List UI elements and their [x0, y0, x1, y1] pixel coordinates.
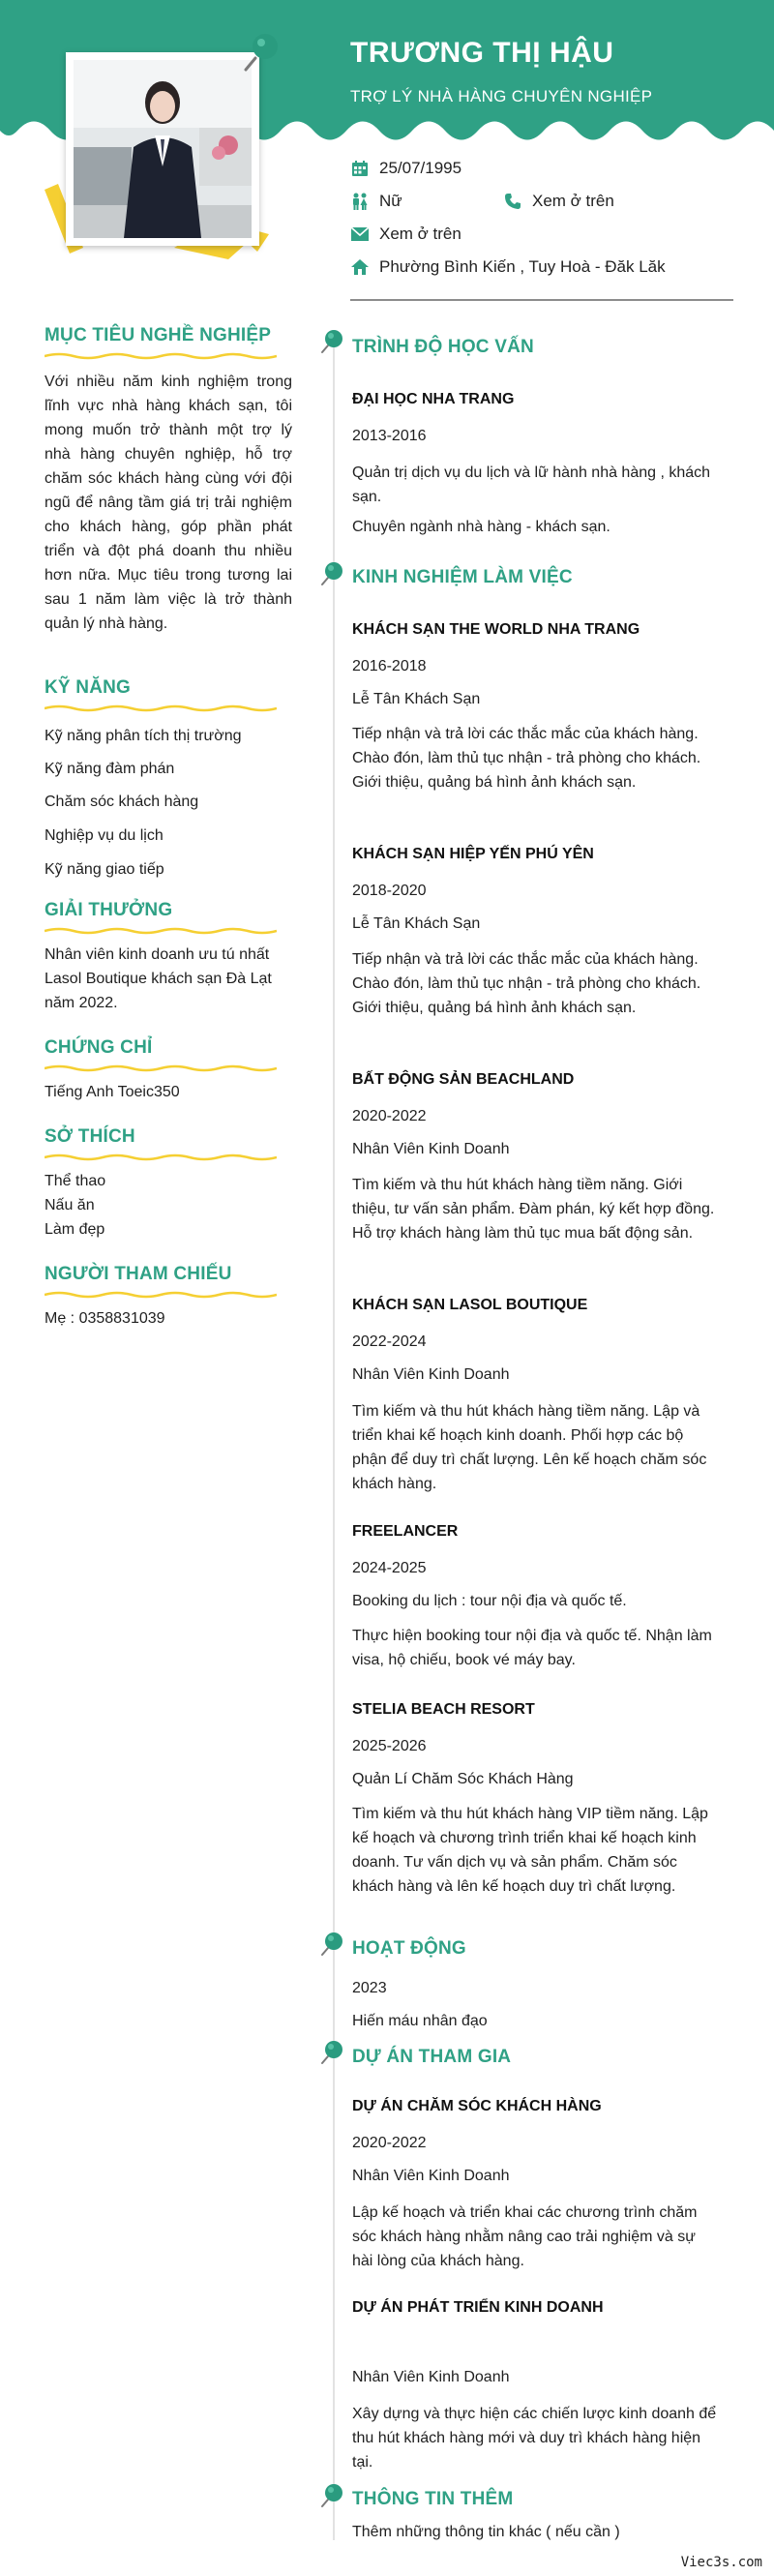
references-heading: NGƯỜI THAM CHIẾU: [45, 1264, 232, 1284]
education-specialty: Chuyên ngành nhà hàng - khách sạn.: [352, 519, 610, 535]
job-company: KHÁCH SẠN HIỆP YẾN PHÚ YÊN: [352, 846, 594, 862]
extra-info-heading: THÔNG TIN THÊM: [352, 2489, 514, 2509]
phone-icon: [503, 192, 522, 211]
project-name: DỰ ÁN PHÁT TRIỂN KINH DOANH: [352, 2299, 604, 2316]
objective-text: Với nhiều năm kinh nghiệm trong lĩnh vực nhà hàng khách sạn, tôi mong muốn trở thành một trợ lý nhà hàng chuyên nghiệp, hỗ trợ chăm sóc khách hàng cùng với đội ngũ để nâng tầm giá trị trải nghiệm cho khách hàng, góp phần phát triển và đột phá doanh thu nhiều hơn nữa. Mục tiêu trong tương lai sau 1 năm làm việc là trở thành quản lý nhà hàng.: [45, 374, 292, 632]
job-period: 2018-2020: [352, 883, 427, 899]
extra-info-text: Thêm những thông tin khác ( nếu cần ): [352, 2524, 620, 2540]
activity-text: Hiến máu nhân đạo: [352, 2013, 488, 2029]
job-company: FREELANCER: [352, 1523, 459, 1540]
awards-underline: [45, 927, 277, 935]
hobby-item: Thể thao: [45, 1173, 106, 1189]
pin-icon: [319, 559, 346, 586]
skills-heading: KỸ NĂNG: [45, 677, 132, 698]
certificates-underline: [45, 1064, 277, 1072]
project-period: 2020-2022: [352, 2135, 427, 2151]
avatar-image: [74, 60, 252, 238]
projects-heading: DỰ ÁN THAM GIA: [352, 2047, 512, 2067]
avatar: [66, 52, 259, 246]
objective-underline: [45, 352, 277, 360]
timeline-line: [333, 344, 335, 2540]
hobby-item: Làm đẹp: [45, 1221, 105, 1238]
hobbies-heading: SỞ THÍCH: [45, 1126, 135, 1147]
project-description: Xây dựng và thực hiện các chiến lược kinh doanh để thu hút khách hàng mới và duy trì khách hàng hiện tại.: [352, 2406, 717, 2471]
gender-value: Nữ: [379, 192, 402, 210]
email-value: Xem ở trên: [379, 225, 461, 243]
activity-year: 2023: [352, 1980, 387, 1996]
project-role: Nhân Viên Kinh Doanh: [352, 2168, 510, 2184]
job-period: 2022-2024: [352, 1333, 427, 1350]
job-description: Tìm kiếm và thu hút khách hàng tiềm năng. Lập và triển khai kế hoạch kinh doanh. Phối hợp các bộ phận để duy trì chất lượng. Lên kế hoạch chăm sóc khách hàng.: [352, 1403, 707, 1492]
contact-divider: [350, 299, 733, 301]
job-company: KHÁCH SẠN LASOL BOUTIQUE: [352, 1297, 588, 1313]
job-description: Thực hiện booking tour nội địa và quốc tế. Nhận làm visa, hộ chiếu, book vé máy bay.: [352, 1628, 712, 1668]
job-company: BẤT ĐỘNG SẢN BEACHLAND: [352, 1071, 575, 1088]
job-role: Nhân Viên Kinh Doanh: [352, 1141, 510, 1157]
objective-heading: MỤC TIÊU NGHỀ NGHIỆP: [45, 325, 272, 345]
job-company: STELIA BEACH RESORT: [352, 1701, 535, 1718]
pin-icon: [319, 1930, 346, 1957]
contact-address: [350, 257, 666, 277]
certificate-item: Tiếng Anh Toeic350: [45, 1084, 180, 1100]
candidate-job-title: TRỢ LÝ NHÀ HÀNG CHUYÊN NGHIỆP: [350, 87, 653, 105]
job-description: Tìm kiếm và thu hút khách hàng tiềm năng. Giới thiệu, tư vấn sản phẩm. Đàm phán, ký kết hợp đồng. Hỗ trợ khách hàng làm thủ tục mua bất động sản.: [352, 1177, 715, 1242]
job-description: Tìm kiếm và thu hút khách hàng VIP tiềm năng. Lập kế hoạch và chương trình triển khai kế hoạch kinh doanh. Tư vấn dịch vụ và sản phẩm. Chăm sóc khách hàng và lên kế hoạch duy trì chất lượng.: [352, 1806, 708, 1895]
project-role: Nhân Viên Kinh Doanh: [352, 2369, 510, 2385]
contact-gender: [350, 192, 402, 211]
pin-icon: [242, 29, 284, 72]
experience-heading: KINH NGHIỆM LÀM VIỆC: [352, 567, 573, 587]
hobby-item: Nấu ăn: [45, 1197, 95, 1213]
job-period: 2024-2025: [352, 1560, 427, 1576]
contact-email: [350, 225, 461, 244]
job-period: 2016-2018: [352, 658, 427, 674]
job-period: 2020-2022: [352, 1108, 427, 1124]
calendar-icon: [350, 159, 370, 178]
skill-item: Kỹ năng giao tiếp: [45, 861, 164, 878]
pin-icon: [319, 2481, 346, 2508]
job-company: KHÁCH SẠN THE WORLD NHA TRANG: [352, 621, 640, 638]
pin-icon: [319, 2038, 346, 2065]
contact-birthday: [350, 159, 461, 178]
reference-item: Mẹ : 0358831039: [45, 1310, 165, 1327]
address-value: Phường Bình Kiến , Tuy Hoà - Đăk Lăk: [379, 257, 666, 276]
education-heading: TRÌNH ĐỘ HỌC VẤN: [352, 337, 534, 357]
job-role: Quản Lí Chăm Sóc Khách Hàng: [352, 1771, 574, 1787]
activities-heading: HOẠT ĐỘNG: [352, 1938, 466, 1959]
phone-value: Xem ở trên: [532, 192, 614, 210]
email-icon: [350, 225, 370, 244]
skill-item: Kỹ năng phân tích thị trường: [45, 728, 242, 744]
skill-item: Kỹ năng đàm phán: [45, 761, 175, 777]
skill-item: Nghiệp vụ du lịch: [45, 827, 164, 844]
awards-text: Nhân viên kinh doanh ưu tú nhất Lasol Boutique khách sạn Đà Lạt năm 2022.: [45, 946, 272, 1011]
job-role: Nhân Viên Kinh Doanh: [352, 1366, 510, 1383]
certificates-heading: CHỨNG CHỈ: [45, 1037, 153, 1058]
hobbies-underline: [45, 1153, 277, 1161]
job-description: Tiếp nhận và trả lời các thắc mắc của khách hàng. Chào đón, làm thủ tục nhận - trả phòng cho khách. Giới thiệu, quảng bá hình ảnh khách sạn.: [352, 951, 701, 1016]
references-underline: [45, 1291, 277, 1299]
awards-heading: GIẢI THƯỞNG: [45, 900, 173, 920]
gender-icon: [350, 192, 370, 211]
job-description: Tiếp nhận và trả lời các thắc mắc của khách hàng. Chào đón, làm thủ tục nhận - trả phòng cho khách. Giới thiệu, quảng bá hình ảnh khách sạn.: [352, 726, 701, 791]
education-major: Quản trị dịch vụ du lịch và lữ hành nhà hàng , khách sạn.: [352, 464, 711, 505]
watermark: Viec3s.com: [680, 2555, 762, 2570]
birthday-value: 25/07/1995: [379, 159, 462, 177]
project-name: DỰ ÁN CHĂM SÓC KHÁCH HÀNG: [352, 2098, 602, 2114]
home-icon: [350, 257, 370, 277]
job-period: 2025-2026: [352, 1738, 427, 1754]
profile-photo-block: [39, 29, 290, 271]
contact-phone: [503, 192, 614, 211]
job-role: Lễ Tân Khách Sạn: [352, 915, 481, 932]
education-period: 2013-2016: [352, 428, 427, 444]
skills-underline: [45, 704, 277, 712]
education-school: ĐẠI HỌC NHA TRANG: [352, 391, 515, 407]
pin-icon: [319, 327, 346, 354]
candidate-name: TRƯƠNG THỊ HẬU: [350, 37, 614, 69]
project-description: Lập kế hoạch và triển khai các chương trình chăm sóc khách hàng nhằm nâng cao trải nghiệm và sự hài lòng của khách hàng.: [352, 2204, 698, 2269]
job-role: Booking du lịch : tour nội địa và quốc tế.: [352, 1593, 627, 1609]
skill-item: Chăm sóc khách hàng: [45, 794, 199, 810]
job-role: Lễ Tân Khách Sạn: [352, 691, 481, 707]
